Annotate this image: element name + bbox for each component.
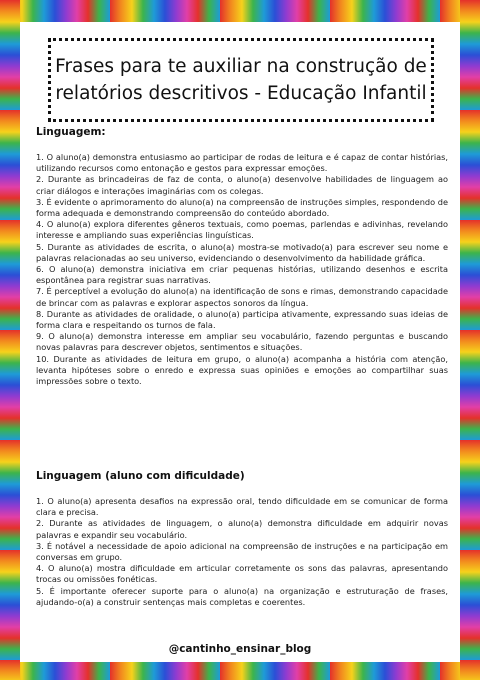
list-item: 7. É perceptível a evolução do aluno(a) na identificação de sons e rimas, demonstrando capacidade de brincar com as palavras e explorar aspectos sonoros da língua. (36, 286, 448, 308)
page-title: Frases para te auxiliar na construção de relatórios descritivos - Educação Infantil (55, 56, 427, 104)
border-bottom (0, 662, 480, 680)
border-left (0, 0, 20, 680)
list-item: 3. É evidente o aprimoramento do aluno(a) na compreensão de instruções simples, respondendo de forma adequada e demonstrando compreensão do conteúdo abordado. (36, 196, 448, 219)
list-item: 4. O aluno(a) explora diferentes gêneros textuais, como poemas, parlendas e adivinhas, revelando interesse e ampliando suas experiências linguísticas. (36, 219, 448, 241)
list-item: 3. É notável a necessidade de apoio adicional na compreensão de instruções e na participação em conversas em grupo. (36, 540, 448, 563)
section-heading-linguagem: Linguagem: (36, 126, 106, 138)
list-item: 6. O aluno(a) demonstra iniciativa em criar pequenas histórias, utilizando desenhos e escrita espontânea para registrar suas narrativas. (36, 264, 448, 286)
list-item: 4. O aluno(a) mostra dificuldade em articular corretamente os sons das palavras, apresentando trocas ou omissões fonéticas. (36, 563, 448, 585)
list-item: 9. O aluno(a) demonstra interesse em ampliar seu vocabulário, fazendo perguntas e buscando novas palavras para descrever objetos, sentimentos e situações. (36, 331, 448, 353)
list-item: 5. Durante as atividades de escrita, o aluno(a) mostra-se motivado(a) para escrever seu nome e palavras relacionadas ao seu universo, evidenciando o desenvolvimento da habilidade gráfica. (36, 241, 448, 263)
footer-handle: @cantinho_ensinar_blog (168, 643, 312, 655)
border-top (0, 0, 480, 22)
list-item: 10. Durante as atividades de leitura em grupo, o aluno(a) acompanha a história com atenção, levanta hipóteses sobre o enredo e expressa suas opiniões e emoções ao compartilhar suas impressões sobre o texto. (36, 353, 448, 387)
list-item: 5. É importante oferecer suporte para o aluno(a) na organização e estruturação de frases, ajudando-o(a) a construir sentenças mais completas e coerentes. (36, 585, 448, 607)
list-item: 2. Durante as atividades de linguagem, o aluno(a) demonstra dificuldade em adquirir novas palavras e expandir seu vocabulário. (36, 518, 448, 540)
list-linguagem (36, 152, 448, 387)
list-item: 8. Durante as atividades de oralidade, o aluno(a) participa ativamente, expressando suas ideias de forma clara e respeitando os turnos de fala. (36, 308, 448, 331)
list-item: 1. O aluno(a) demonstra entusiasmo ao participar de rodas de leitura e é capaz de contar histórias, utilizando recursos como entonação e gestos para expressar emoções. (36, 152, 448, 174)
section-heading-dificuldade: Linguagem (aluno com dificuldade) (36, 470, 245, 482)
list-item: 2. Durante as brincadeiras de faz de conta, o aluno(a) desenvolve habilidades de linguagem ao criar diálogos e interações imaginárias com os colegas. (36, 174, 448, 196)
title-box (48, 38, 434, 122)
document-content (30, 26, 450, 656)
list-dificuldade (36, 496, 448, 608)
list-item: 1. O aluno(a) apresenta desafios na expressão oral, tendo dificuldade em se comunicar de forma clara e precisa. (36, 496, 448, 518)
border-right (460, 0, 480, 680)
